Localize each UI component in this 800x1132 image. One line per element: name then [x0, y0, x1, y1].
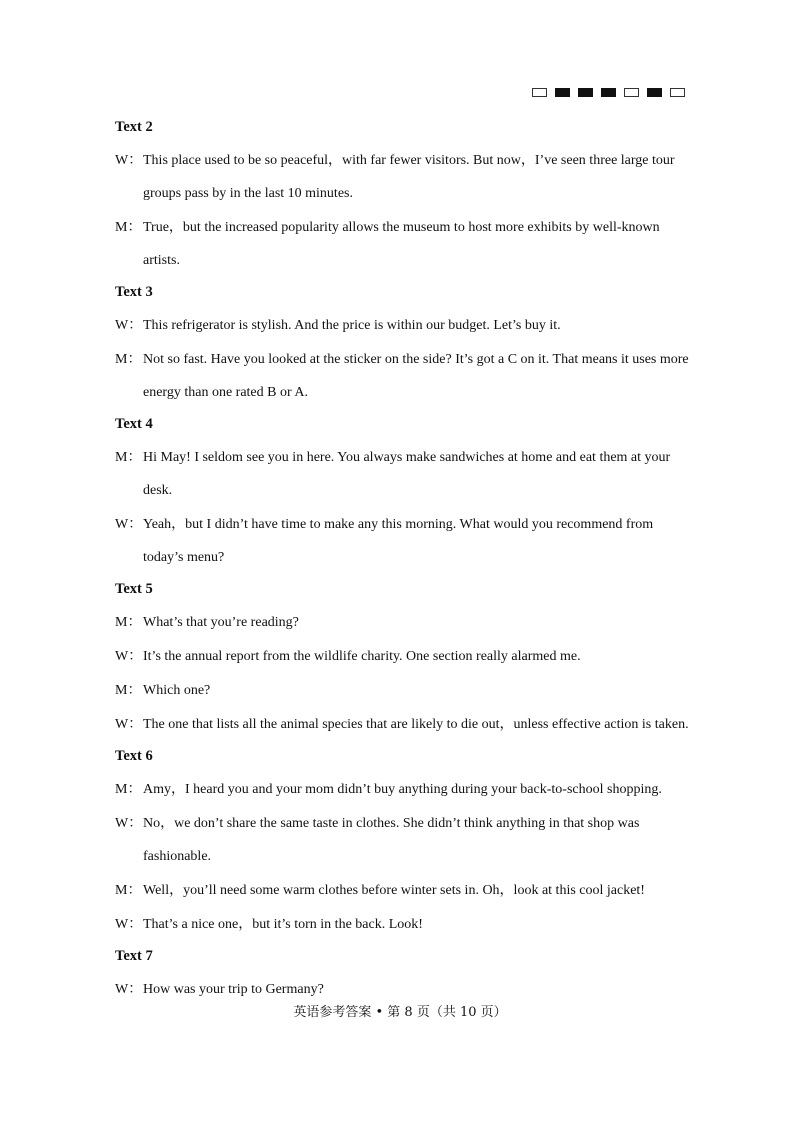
speaker-label: M：: [115, 782, 142, 797]
dialogue-line: [115, 144, 695, 210]
speech-text: True，but the increased popularity allows the museum to host more exhibits by well-known artists.: [143, 220, 660, 268]
speech-text: Yeah，but I didn’t have time to make any this morning. What would you recommend from today’s menu?: [143, 517, 654, 565]
speaker-label: M：: [115, 352, 142, 367]
section-heading: Text 6: [115, 748, 153, 764]
marker-square: [555, 88, 570, 97]
speaker-label: W：: [115, 917, 143, 932]
page-marker-squares: [532, 88, 685, 97]
speech-text: Hi May! I seldom see you in here. You always make sandwiches at home and eat them at your desk.: [143, 450, 671, 498]
page-footer: 英语参考答案 • 第 8 页（共 10 页）: [293, 1005, 507, 1020]
dialogue-line: [115, 211, 695, 277]
speaker-label: M：: [115, 683, 142, 698]
section-heading: Text 5: [115, 581, 153, 597]
speaker-label: W：: [115, 517, 143, 532]
dialogue-line: [115, 908, 695, 941]
section-heading: Text 4: [115, 416, 153, 432]
speech-text: How was your trip to Germany?: [143, 982, 324, 997]
dialogue-line: [115, 708, 695, 741]
speaker-label: W：: [115, 717, 143, 732]
section-heading: Text 3: [115, 284, 153, 300]
speaker-label: M：: [115, 220, 142, 235]
dialogue-line: [115, 441, 695, 507]
marker-square: [601, 88, 616, 97]
speech-text: Which one?: [143, 683, 211, 698]
speech-text: This refrigerator is stylish. And the price is within our budget. Let’s buy it.: [143, 318, 561, 333]
speaker-label: W：: [115, 816, 143, 831]
transcript-content: [115, 113, 695, 1007]
dialogue-line: [115, 674, 695, 707]
dialogue-line: [115, 773, 695, 806]
section-heading: Text 2: [115, 119, 153, 135]
marker-square: [532, 88, 547, 97]
marker-square: [578, 88, 593, 97]
dialogue-line: [115, 606, 695, 639]
marker-square: [670, 88, 685, 97]
speech-text: The one that lists all the animal species that are likely to die out，unless effective action is taken.: [143, 717, 689, 732]
dialogue-line: [115, 343, 695, 409]
marker-square: [624, 88, 639, 97]
speech-text: It’s the annual report from the wildlife charity. One section really alarmed me.: [143, 649, 581, 664]
speaker-label: M：: [115, 615, 142, 630]
speaker-label: W：: [115, 649, 143, 664]
speaker-label: M：: [115, 450, 142, 465]
dialogue-line: [115, 874, 695, 907]
dialogue-line: [115, 640, 695, 673]
speech-text: Well，you’ll need some warm clothes before winter sets in. Oh，look at this cool jacket!: [143, 883, 645, 898]
speaker-label: W：: [115, 982, 143, 997]
section-heading: Text 7: [115, 948, 153, 964]
speaker-label: W：: [115, 153, 143, 168]
speech-text: Amy，I heard you and your mom didn’t buy anything during your back-to-school shopping.: [143, 782, 662, 797]
speech-text: This place used to be so peaceful，with far fewer visitors. But now，I’ve seen three large tour groups pass by in the last 10 minutes.: [143, 153, 675, 201]
speech-text: What’s that you’re reading?: [143, 615, 299, 630]
dialogue-line: [115, 807, 695, 873]
speaker-label: M：: [115, 883, 142, 898]
dialogue-line: [115, 508, 695, 574]
speaker-label: W：: [115, 318, 143, 333]
speech-text: No，we don’t share the same taste in clothes. She didn’t think anything in that shop was fashionable.: [143, 816, 640, 864]
speech-text: Not so fast. Have you looked at the sticker on the side? It’s got a C on it. That means it uses more energy than one rated B or A.: [143, 352, 689, 400]
marker-square: [647, 88, 662, 97]
dialogue-line: [115, 309, 695, 342]
speech-text: That’s a nice one，but it’s torn in the back. Look!: [143, 917, 423, 932]
